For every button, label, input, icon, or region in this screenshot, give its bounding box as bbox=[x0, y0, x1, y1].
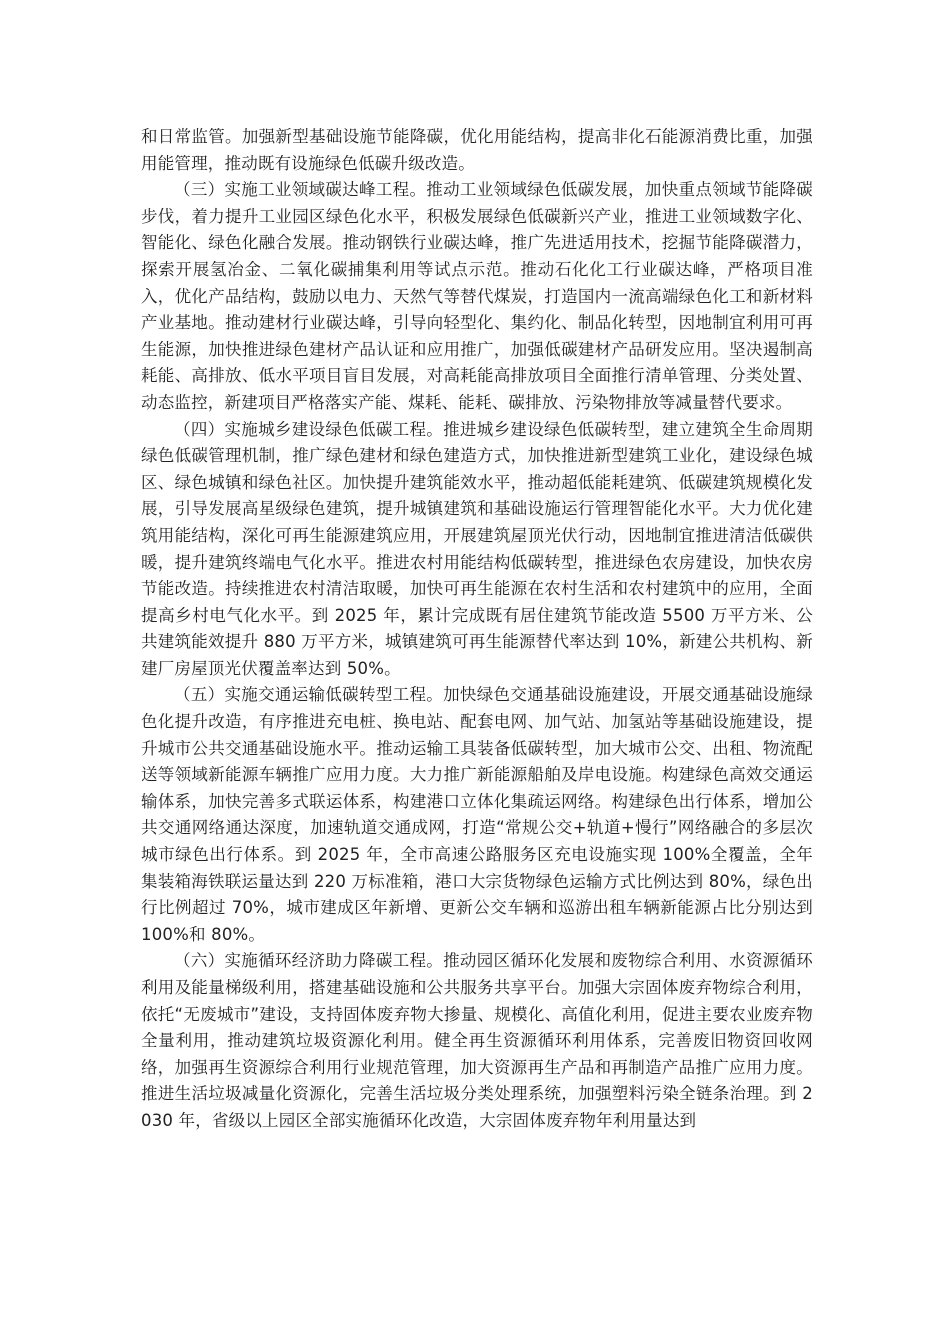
paragraph-section-5: （五）实施交通运输低碳转型工程。加快绿色交通基础设施建设，开展交通基础设施绿色化提升改造，有序推进充电桩、换电站、配套电网、加气站、加氢站等基础设施建设，提升城市公共交通基础设施水平。推动运输工具装备低碳转型，加大城市公交、出租、物流配送等领域新能源车辆推广应用力度。大力推广新能源船舶及岸电设施。构建绿色高效交通运输体系，加快完善多式联运体系，构建港口立体化集疏运网络。构建绿色出行体系，增加公共交通网络通达深度，加速轨道交通成网，打造“常规公交+轨道+慢行”网络融合的多层次城市绿色出行体系。到 2025 年，全市高速公路服务区充电设施实现 100%全覆盖，全年集装箱海铁联运量达到 220 万标准箱，港口大宗货物绿色运输方式比例达到 80%，绿色出行比例超过 70%，城市建成区年新增、更新公交车辆和巡游出租车辆新能源占比分别达到 100%和 80%。 bbox=[141, 685, 813, 944]
paragraph-section-4: （四）实施城乡建设绿色低碳工程。推进城乡建设绿色低碳转型，建立建筑全生命周期绿色低碳管理机制，推广绿色建材和绿色建造方式，加快推进新型建筑工业化，建设绿色城区、绿色城镇和绿色社区。加快提升建筑能效水平，推动超低能耗建筑、低碳建筑规模化发展，引导发展高星级绿色建筑，提升城镇建筑和基础设施运行管理智能化水平。大力优化建筑用能结构，深化可再生能源建筑应用，开展建筑屋顶光伏行动，因地制宜推进清洁低碳供暖，提升建筑终端电气化水平。推进农村用能结构低碳转型，推进绿色农房建设，加快农房节能改造。持续推进农村清洁取暖，加快可再生能源在农村生活和农村建筑中的应用，全面提高乡村电气化水平。到 2025 年，累计完成既有居住建筑节能改造 5500 万平方米、公共建筑能效提升 880 万平方米，城镇建筑可再生能源替代率达到 10%，新建公共机构、新建厂房屋顶光伏覆盖率达到 50%。 bbox=[141, 419, 813, 678]
paragraph-1: 和日常监管。加强新型基础设施节能降碳，优化用能结构，提高非化石能源消费比重，加强用能管理，推动既有设施绿色低碳升级改造。 bbox=[141, 127, 813, 173]
document-page bbox=[141, 124, 813, 1135]
paragraph-section-3: （三）实施工业领域碳达峰工程。推动工业领域绿色低碳发展，加快重点领域节能降碳步伐，着力提升工业园区绿色化水平，积极发展绿色低碳新兴产业，推进工业领域数字化、智能化、绿色化融合发展。推动钢铁行业碳达峰，推广先进适用技术，挖掘节能降碳潜力，探索开展氢冶金、二氧化碳捕集利用等试点示范。推动石化化工行业碳达峰，严格项目准入，优化产品结构，鼓励以电力、天然气等替代煤炭，打造国内一流高端绿色化工和新材料产业基地。推动建材行业碳达峰，引导向轻型化、集约化、制品化转型，因地制宜利用可再生能源，加快推进绿色建材产品认证和应用推广，加强低碳建材产品研发应用。坚决遏制高耗能、高排放、低水平项目盲目发展，对高耗能高排放项目全面推行清单管理、分类处置、动态监控，新建项目严格落实产能、煤耗、能耗、碳排放、污染物排放等减量替代要求。 bbox=[141, 180, 813, 412]
paragraph-section-6: （六）实施循环经济助力降碳工程。推动园区循环化发展和废物综合利用、水资源循环利用及能量梯级利用，搭建基础设施和公共服务共享平台。加强大宗固体废弃物综合利用，依托“无废城市”建设，支持固体废弃物大掺量、规模化、高值化利用，促进主要农业废弃物全量利用，推动建筑垃圾资源化利用。健全再生资源循环利用体系，完善废旧物资回收网络，加强再生资源综合利用行业规范管理，加大资源再生产品和再制造产品推广应用力度。推进生活垃圾减量化资源化，完善生活垃圾分类处理系统，加强塑料污染全链条治理。到 2030 年，省级以上园区全部实施循环化改造，大宗固体废弃物年利用量达到 bbox=[141, 951, 813, 1130]
